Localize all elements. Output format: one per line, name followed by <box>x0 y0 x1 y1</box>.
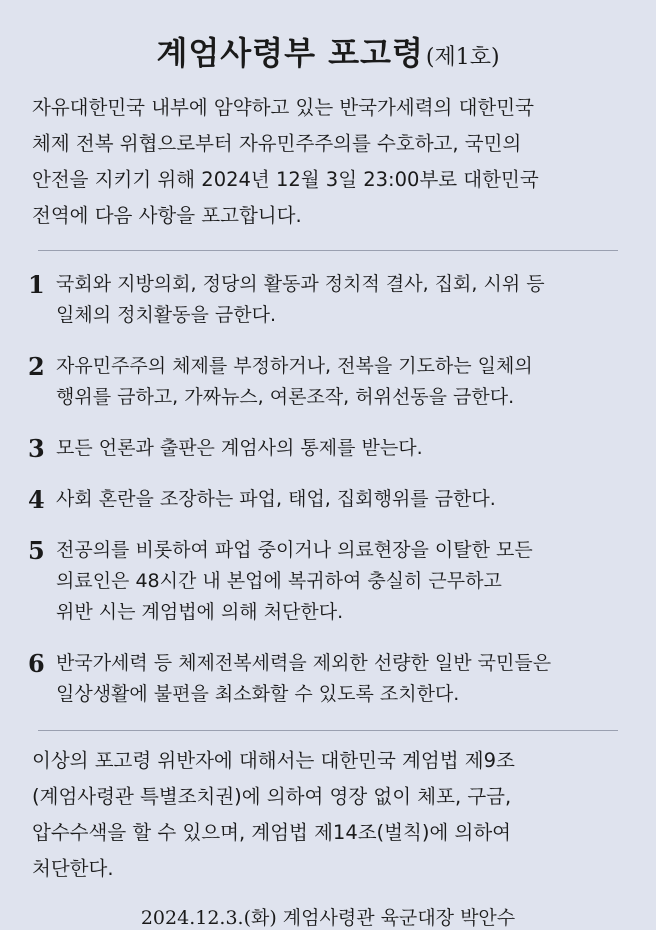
intro-line: 안전을 지키기 위해 2024년 12월 3일 23:00부로 대한민국 <box>32 168 539 191</box>
intro-line: 체제 전복 위협으로부터 자유민주주의를 수호하고, 국민의 <box>32 132 522 155</box>
item-text <box>56 433 423 464</box>
item-1 <box>28 269 628 331</box>
item-6 <box>28 648 628 710</box>
item-line: 모든 언론과 출판은 계엄사의 통제를 받는다. <box>56 437 423 459</box>
closing-line: 압수수색을 할 수 있으며, 계엄법 제14조(벌칙)에 의하여 <box>32 821 511 844</box>
item-line: 일체의 정치활동을 금한다. <box>56 304 277 326</box>
proclamation-items <box>28 269 628 710</box>
item-line: 행위를 금하고, 가짜뉴스, 여론조작, 허위선동을 금한다. <box>56 386 515 408</box>
item-5 <box>28 535 628 628</box>
title-main: 계엄사령부 포고령 <box>156 34 424 72</box>
intro-line: 자유대한민국 내부에 암약하고 있는 반국가세력의 대한민국 <box>32 96 534 119</box>
item-4 <box>28 484 628 515</box>
item-number: 3 <box>28 434 45 463</box>
item-line: 의료인은 48시간 내 본업에 복귀하여 충실히 근무하고 <box>56 570 502 592</box>
signature-line: 2024.12.3.(화) 계엄사령관 육군대장 박안수 <box>140 907 516 929</box>
item-text <box>56 351 533 413</box>
item-text <box>56 535 533 628</box>
item-number: 4 <box>28 485 45 514</box>
closing-line: (계엄사령관 특별조치권)에 의하여 영장 없이 체포, 구금, <box>32 785 512 808</box>
item-text <box>56 484 496 515</box>
item-number: 6 <box>28 649 45 678</box>
item-line: 사회 혼란을 조장하는 파업, 태업, 집회행위를 금한다. <box>56 488 496 510</box>
closing-paragraph <box>32 743 628 887</box>
item-line: 일상생활에 불편을 최소화할 수 있도록 조치한다. <box>56 683 460 705</box>
item-text <box>56 269 545 331</box>
document-title <box>28 0 628 80</box>
item-line: 전공의를 비롯하여 파업 중이거나 의료현장을 이탈한 모든 <box>56 539 533 561</box>
intro-paragraph <box>32 90 628 234</box>
item-number: 5 <box>28 536 45 565</box>
closing-line: 이상의 포고령 위반자에 대해서는 대한민국 계엄법 제9조 <box>32 749 515 772</box>
item-line: 위반 시는 계엄법에 의해 처단한다. <box>56 601 344 623</box>
item-line: 국회와 지방의회, 정당의 활동과 정치적 결사, 집회, 시위 등 <box>56 273 545 295</box>
item-3 <box>28 433 628 464</box>
title-number: (제1호) <box>425 45 500 70</box>
item-line: 반국가세력 등 체제전복세력을 제외한 선량한 일반 국민들은 <box>56 652 552 674</box>
item-number: 2 <box>28 352 45 381</box>
divider-bottom <box>38 730 618 731</box>
intro-line: 전역에 다음 사항을 포고합니다. <box>32 204 302 227</box>
divider-top <box>38 250 618 251</box>
item-number: 1 <box>28 270 45 299</box>
item-text <box>56 648 551 710</box>
closing-line: 처단한다. <box>32 857 114 880</box>
item-2 <box>28 351 628 413</box>
item-line: 자유민주주의 체제를 부정하거나, 전복을 기도하는 일체의 <box>56 355 533 377</box>
